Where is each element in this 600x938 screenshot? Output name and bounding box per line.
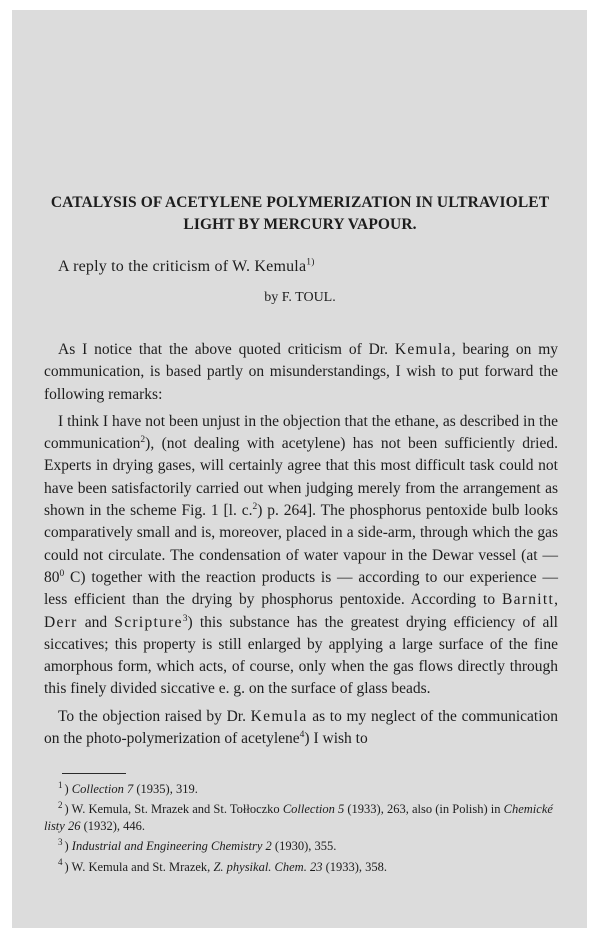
reply-text: A reply to the criticism of W. Kemula — [58, 258, 307, 275]
footnote-divider — [62, 773, 126, 774]
paragraph-2: I think I have not been unjust in the objection that the ethane, as described in the communication$^2$), (not dealing with acetylene) has not been sufficiently dried. Experts in drying gases, will certainly agree that this most difficult task could not have been satisfactorily carried out when judging merely from the arrangement as shown in the scheme Fig. 1 [l. c.$^2$) p. 264]. The phosphorus pentoxide bulb looks comparatively small and is, moreover, placed in a side-arm, through which the gas could not circulate. The condensation of water vapour in the Dewar vessel (at — $80^0$ C) together with the reaction products is — according to our experience — less efficient than the drying by phosphorus pentoxide. According to Barnitt, Derr and Scripture$^3$) this substance has the greatest drying efficiency of all siccatives; this property is still enlarged by applying a large surface of the fine amorphous form, which acts, of course, only when the gas flows directly through this finely divided siccative e. g. on the surface of glass beads. — [44, 412, 558, 698]
footnotes — [44, 781, 558, 879]
footnote-ref: 2 — [140, 435, 146, 446]
article-title — [0, 192, 600, 236]
author-name: Scripture — [114, 613, 183, 631]
article-body — [44, 339, 558, 755]
author-name: Barnitt — [501, 591, 555, 609]
footnote-1: $^1$ ) Collection 7 (1935), 319. — [58, 779, 198, 796]
footnote-4: $^4$ ) W. Kemula and St. Mrazek, Z. physikal. Chem. 23 (1933), 358. — [58, 857, 388, 874]
reply-subtitle — [58, 258, 315, 276]
author-name: Kemula — [250, 707, 308, 725]
footnote-3: $^3$ ) Industrial and Engineering Chemistry 2 (1930), 355. — [58, 837, 337, 854]
footnote-ref: 4 — [299, 729, 305, 740]
footnote-ref: 2 — [252, 501, 258, 512]
title-line-1: CATALYSIS OF ACETYLENE POLYMERIZATION IN ULTRAVIOLET — [50, 194, 550, 211]
reply-footnote-mark: 1) — [306, 257, 315, 268]
paragraph-3: To the objection raised by Dr. Kemula as to my neglect of the communication on the photo-polymerization of acetylene$^4$) I wish to — [44, 707, 559, 748]
degree-mark: 0 — [59, 568, 65, 579]
paragraph-1: As I notice that the above quoted criticism of Dr. Kemula, bearing on my communication, is based partly on misunderstandings, I wish to put forward the following remarks: — [44, 341, 559, 403]
author-name: Derr — [44, 613, 78, 631]
footnote-ref: 3 — [182, 613, 188, 624]
title-line-2: LIGHT BY MERCURY VAPOUR. — [183, 216, 417, 233]
author-name: Kemula — [394, 341, 452, 358]
footnote-2: $^2$ ) W. Kemula, St. Mrazek and St. Tołłoczko Collection 5 (1933), 263, also (in Polish) in Chemické listy 26 (1932), 446. — [44, 800, 553, 833]
author-byline: by F. TOUL. — [264, 290, 336, 305]
